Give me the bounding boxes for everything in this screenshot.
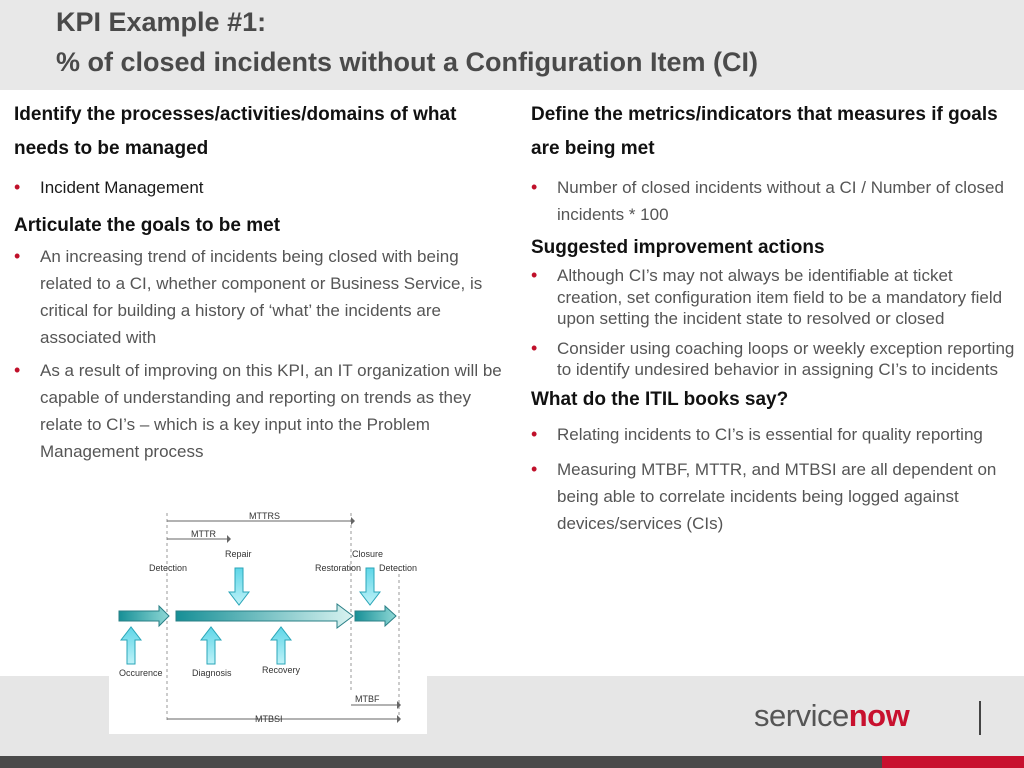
heading-metrics: Define the metrics/indicators that measures if goals are being met [531,104,998,159]
small-arrow-right [355,606,396,626]
heading-improvement: Suggested improvement actions [531,237,825,258]
slide-title [56,2,758,82]
servicenow-logo [754,696,909,736]
label-occurence: Occurence [119,668,163,678]
main-arrow [176,604,353,628]
closure-down-arrow [360,568,380,605]
label-repair: Repair [225,549,252,559]
label-mttr: MTTR [191,529,216,539]
label-diagnosis: Diagnosis [192,668,232,678]
occurence-up-arrow [121,627,141,664]
logo-text-now: now [848,698,910,733]
heading-processes: Identify the processes/activities/domains of what needs to be managed [14,104,457,159]
bullet-incident-management: • Incident Management [14,174,514,201]
bottom-accent-bar [882,756,1024,768]
bullet-metric-1: • Number of closed incidents without a CI / Number of closed incidents * 100 [531,174,1016,228]
bullet-itil-2: • Measuring MTBF, MTTR, and MTBSI are all dependent on being able to correlate incidents being logged against devices/services (CIs) [531,456,1016,537]
mttrs-arrowhead [351,517,355,525]
title-line-1: KPI Example #1: [56,7,267,37]
bullet-goal-1: • An increasing trend of incidents being closed with being related to a CI, whether component or Business Service, is critical for building a history of ‘what’ the incidents are associated with [14,243,514,351]
incident-lifecycle-diagram [109,508,427,734]
label-mtbsi: MTBSI [255,714,283,724]
label-restoration: Restoration [315,563,362,573]
bottom-bar [0,756,882,768]
left-column [14,98,514,465]
heading-itil: What do the ITIL books say? [531,388,789,410]
title-line-2: % of closed incidents without a Configuration Item (CI) [56,47,758,77]
heading-goals: Articulate the goals to be met [14,215,281,236]
bullet-itil-1: • Relating incidents to CI’s is essential for quality reporting [531,421,1016,448]
label-closure: Closure [352,549,384,559]
recovery-up-arrow [271,627,291,664]
mttr-arrowhead [227,535,231,543]
mtbsi-arrowhead [397,715,401,723]
bullet-goal-2: • As a result of improving on this KPI, an IT organization will be capable of understanding and reporting on trends as they relate to CI’s – which is a key input into the Problem Management process [14,357,514,465]
label-mtbf: MTBF [355,694,380,704]
bullet-improvement-1: • Although CI’s may not always be identifiable at ticket creation, set configuration item field to be a mandatory field upon setting the incident state to resolved or closed [531,265,1016,330]
logo-text-service: service [754,698,849,733]
diagnosis-up-arrow [201,627,221,664]
label-detection-right: Detection [379,563,418,573]
diagram-svg [109,508,427,734]
right-column [531,98,1016,537]
label-recovery: Recovery [262,665,301,675]
logo-divider [979,701,981,735]
small-arrow-left [119,606,169,626]
bullet-improvement-2: • Consider using coaching loops or weekly exception reporting to identify undesired behavior in assigning CI’s to incidents [531,338,1016,381]
label-mttrs: MTTRS [249,511,280,521]
label-detection-left: Detection [149,563,188,573]
repair-down-arrow [229,568,249,605]
